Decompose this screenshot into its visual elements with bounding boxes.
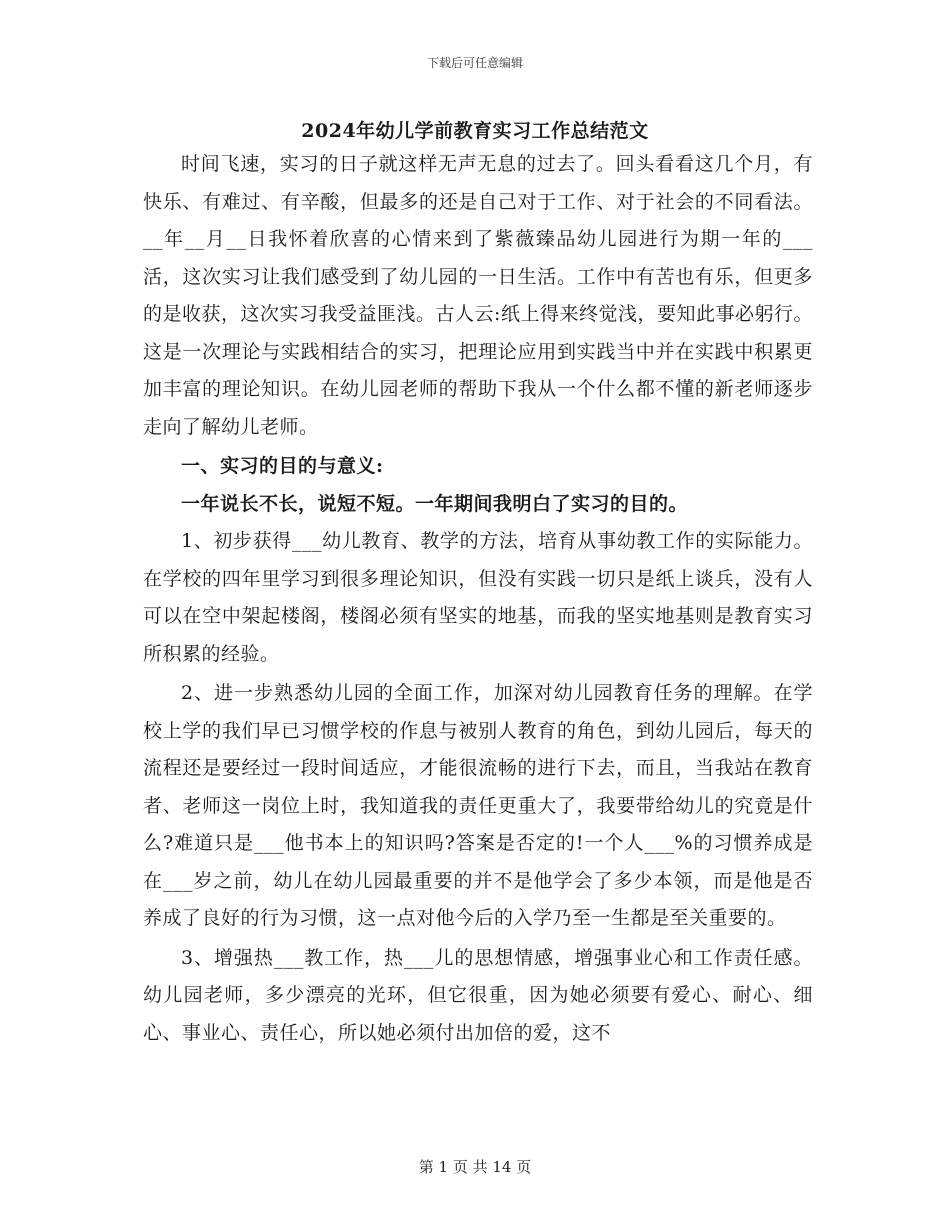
paragraph-intro: 时间飞速，实习的日子就这样无声无息的过去了。回头看看这几个月，有快乐、有难过、有辛酸，但最多的还是自己对于工作、对于社会的不同看法。__年__月__日我怀着欣喜的心情来到了紫薇臻品幼儿园进行为期一年的___活，这次实习让我们感受到了幼儿园的一日生活。工作中有苦也有乐，但更多的是收获，这次实习我受益匪浅。古人云:纸上得来终觉浅，要知此事必躬行。这是一次理论与实践相结合的实习，把理论应用到实践当中并在实践中积累更加丰富的理论知识。在幼儿园老师的帮助下我从一个什么都不懂的新老师逐步走向了解幼儿老师。 xyxy=(143,153,813,438)
document-body xyxy=(143,146,813,1052)
section-heading: 一、实习的目的与意义: xyxy=(181,455,384,477)
paragraph-point-3: 3、增强热___教工作，热___儿的思想情感，增强事业心和工作责任感。幼儿园老师，多少漂亮的光环，但它很重，因为她必须要有爱心、耐心、细心、事业心、责任心，所以她必须付出加倍的爱，这不 xyxy=(143,946,813,1044)
paragraph-bold-summary: 一年说长不长，说短不短。一年期间我明白了实习的目的。 xyxy=(181,492,689,515)
paragraph-point-2: 2、进一步熟悉幼儿园的全面工作，加深对幼儿园教育任务的理解。在学校上学的我们早已习惯学校的作息与被别人教育的角色，到幼儿园后，每天的流程还是要经过一段时间适应，才能很流畅的进行下去，而且，当我站在教育者、老师这一岗位上时，我知道我的责任更重大了，我要带给幼儿的究竟是什么?难道只是___他书本上的知识吗?答案是否定的!一个人___%的习惯养成是在___岁之前，幼儿在幼儿园最重要的并不是他学会了多少本领，而是他是否养成了良好的行为习惯，这一点对他今后的入学乃至一生都是至关重要的。 xyxy=(143,682,813,929)
paragraph-point-1: 1、初步获得___幼儿教育、教学的方法，培育从事幼教工作的实际能力。在学校的四年里学习到很多理论知识，但没有实践一切只是纸上谈兵，没有人可以在空中架起楼阁，楼阁必须有坚实的地基，而我的坚实地基则是教育实习所积累的经验。 xyxy=(143,530,813,665)
page-number-footer: 第 1 页 共 14 页 xyxy=(418,1158,532,1176)
document-title: 2024年幼儿学前教育实习工作总结范文 xyxy=(301,120,649,142)
page-header-note: 下载后可任意编辑 xyxy=(426,56,523,70)
